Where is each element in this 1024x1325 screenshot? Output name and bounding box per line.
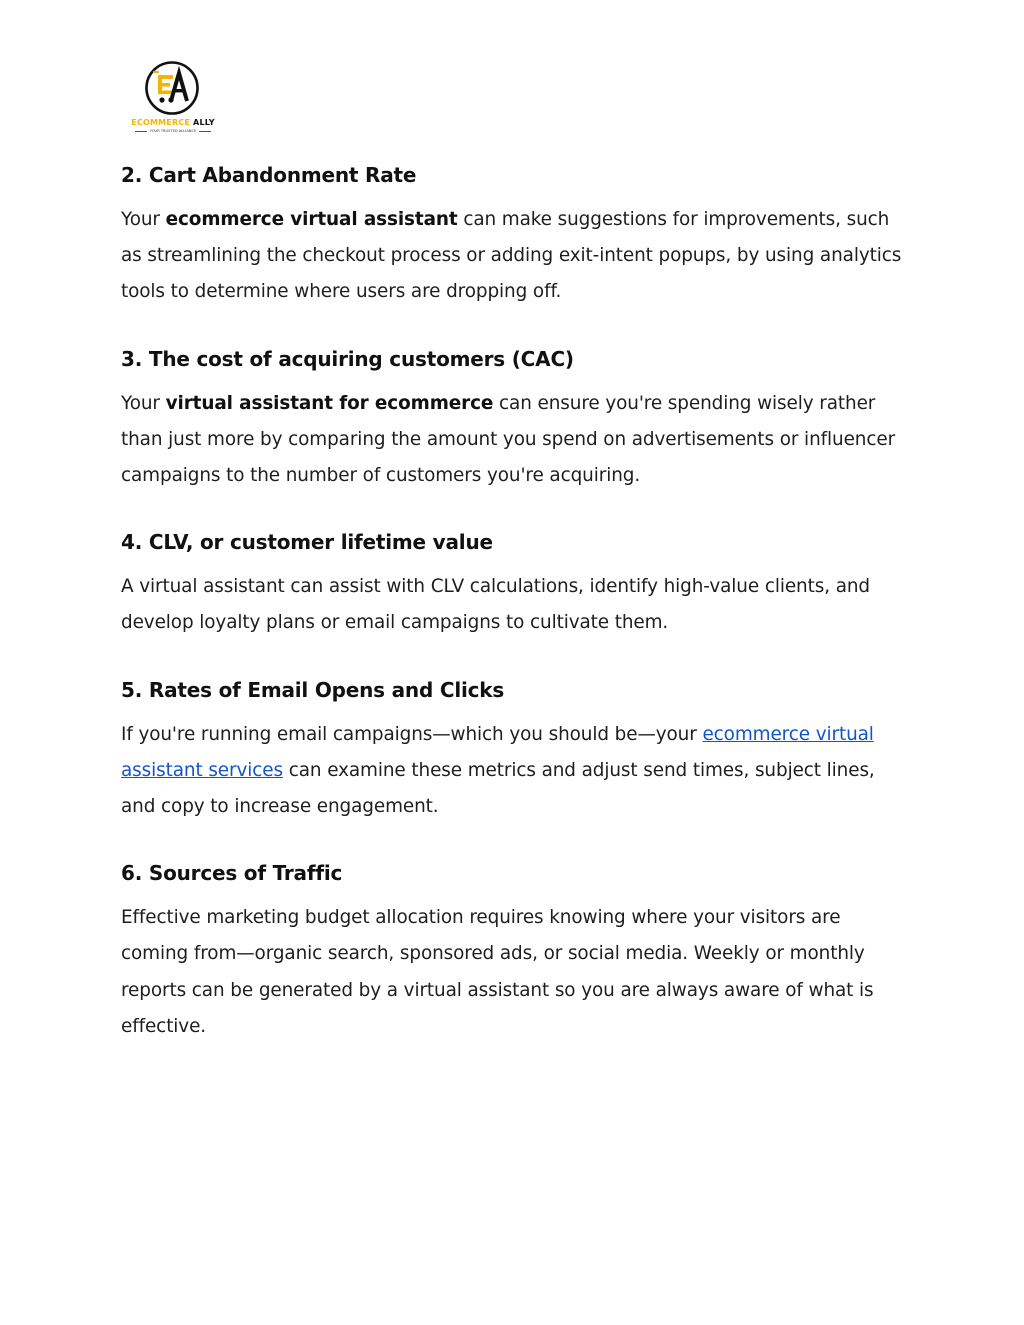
section-title: 6. Sources of Traffic	[121, 861, 343, 886]
bold-keyword: virtual assistant for ecommerce	[165, 392, 494, 414]
paragraph-text: can examine these metrics and adjust send times, subject lines, and copy to increase engagement.	[121, 759, 875, 818]
logo-tagline-row	[130, 129, 216, 133]
section-cac	[121, 344, 903, 495]
section-email-rates	[121, 675, 903, 826]
section-paragraph	[121, 202, 903, 311]
bold-keyword: ecommerce virtual assistant	[165, 209, 458, 230]
paragraph-text: Your	[121, 392, 166, 414]
logo-tagline: YOUR TRUSTED ALLIANCE	[149, 129, 197, 133]
section-cart-abandonment	[121, 160, 903, 311]
section-title: 4. CLV, or customer lifetime value	[121, 530, 493, 555]
document-body	[121, 160, 903, 1045]
section-title: 3. The cost of acquiring customers (CAC)	[121, 346, 574, 371]
paragraph-text: If you're running email campaigns—which you should be—your	[121, 723, 703, 745]
paragraph-text: Your	[121, 209, 166, 230]
company-logo	[130, 58, 220, 138]
logo-name-part2: ALLY	[193, 118, 215, 127]
ea-cart-logo-icon	[144, 60, 200, 116]
section-paragraph: A virtual assistant can assist with CLV calculations, identify high-value clients, and develop loyalty plans or email campaigns to cultivate them.	[121, 576, 870, 634]
section-paragraph	[121, 386, 903, 495]
logo-name-part1: ECOMMERCE	[131, 118, 191, 127]
section-title: 2. Cart Abandonment Rate	[121, 163, 417, 187]
section-clv	[121, 527, 903, 641]
logo-wordmark	[130, 118, 216, 127]
section-title: 5. Rates of Email Opens and Clicks	[121, 677, 505, 702]
tagline-rule-left	[135, 131, 147, 132]
section-traffic-sources	[121, 858, 903, 1045]
section-paragraph	[121, 717, 903, 826]
paragraph-text: can ensure you're spending wisely rather than just more by comparing the amount you spend on advertisements or influencer campaigns to the number of customers you're acquiring.	[121, 392, 896, 487]
section-paragraph: Effective marketing budget allocation requires knowing where your visitors are coming from—organic search, sponsored ads, or social media. Weekly or monthly reports can be generated by a virtual assistant so you are always aware of what is effective.	[121, 907, 874, 1037]
ecommerce-va-services-link[interactable]: ecommerce virtual assistant services	[121, 723, 874, 781]
tagline-rule-right	[199, 131, 211, 132]
paragraph-text: can make suggestions for improvements, such as streamlining the checkout process or adding exit-intent popups, by using analytics tools to determine where users are dropping off.	[121, 209, 902, 303]
